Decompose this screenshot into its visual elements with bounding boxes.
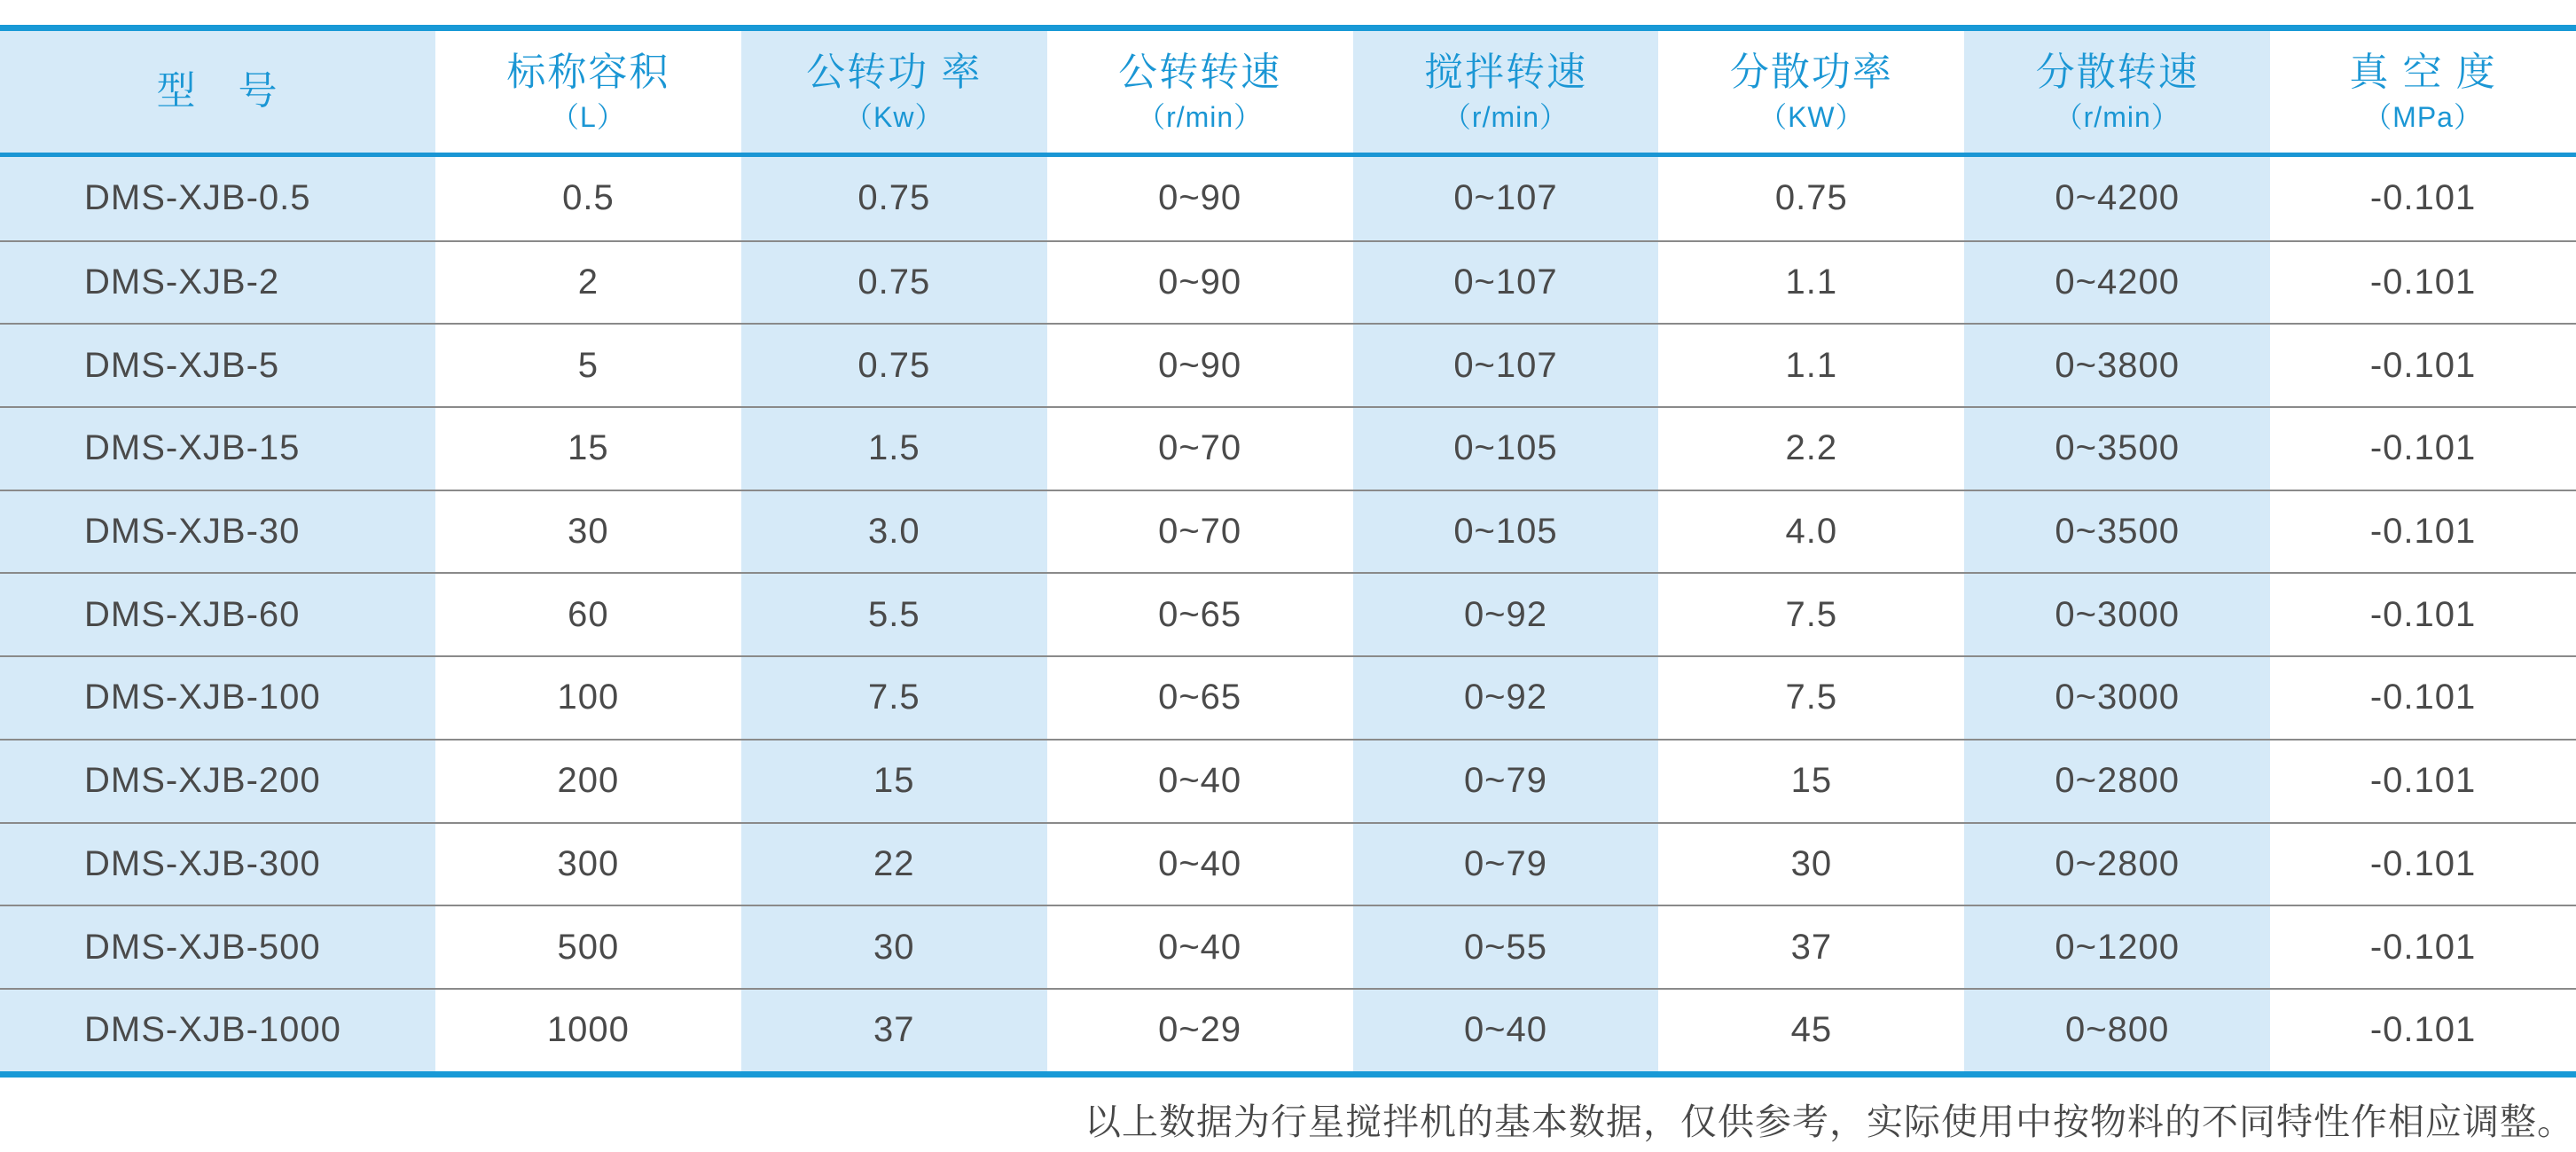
value-cell: 15 xyxy=(435,408,741,490)
value-cell: 2.2 xyxy=(1658,408,1964,490)
table-row xyxy=(0,822,2576,905)
column-title: 分散功率 xyxy=(1729,50,1893,94)
model-cell: DMS-XJB-2 xyxy=(0,242,435,324)
value-cell: 0~90 xyxy=(1047,242,1353,324)
table-row xyxy=(0,490,2576,573)
table-row xyxy=(0,572,2576,655)
value-cell: 30 xyxy=(741,906,1047,988)
table-row xyxy=(0,157,2576,240)
value-cell: 0~92 xyxy=(1353,574,1659,655)
value-cell: 30 xyxy=(435,491,741,573)
table-row xyxy=(0,406,2576,490)
value-cell: 0~65 xyxy=(1047,574,1353,655)
value-cell: 0~2800 xyxy=(1964,741,2270,822)
value-cell: 200 xyxy=(435,741,741,822)
column-unit: （MPa） xyxy=(2363,101,2483,134)
table-row xyxy=(0,655,2576,739)
column-header-0 xyxy=(0,31,435,153)
value-cell: 0~65 xyxy=(1047,657,1353,739)
value-cell: -0.101 xyxy=(2270,574,2576,655)
value-cell: 0~55 xyxy=(1353,906,1659,988)
value-cell: 2 xyxy=(435,242,741,324)
value-cell: 0~105 xyxy=(1353,491,1659,573)
value-cell: 7.5 xyxy=(1658,657,1964,739)
value-cell: 3.0 xyxy=(741,491,1047,573)
column-title: 标称容积 xyxy=(506,50,670,94)
model-cell: DMS-XJB-15 xyxy=(0,408,435,490)
model-cell: DMS-XJB-300 xyxy=(0,824,435,905)
column-title: 分散转速 xyxy=(2035,50,2199,94)
value-cell: 0~79 xyxy=(1353,824,1659,905)
column-header-1 xyxy=(435,31,741,153)
value-cell: 0.75 xyxy=(741,242,1047,324)
column-title: 真 空 度 xyxy=(2349,50,2497,94)
value-cell: 45 xyxy=(1658,990,1964,1071)
column-title: 搅拌转速 xyxy=(1423,50,1587,94)
value-cell: 0~3000 xyxy=(1964,657,2270,739)
column-title: 公转功 率 xyxy=(806,50,983,94)
value-cell: -0.101 xyxy=(2270,491,2576,573)
value-cell: 0~3000 xyxy=(1964,574,2270,655)
value-cell: 5.5 xyxy=(741,574,1047,655)
table-row xyxy=(0,905,2576,988)
value-cell: 0~800 xyxy=(1964,990,2270,1071)
value-cell: 0~107 xyxy=(1353,325,1659,406)
value-cell: 15 xyxy=(1658,741,1964,822)
value-cell: 60 xyxy=(435,574,741,655)
value-cell: 0~107 xyxy=(1353,157,1659,240)
value-cell: -0.101 xyxy=(2270,741,2576,822)
model-cell: DMS-XJB-60 xyxy=(0,574,435,655)
value-cell: 1.1 xyxy=(1658,325,1964,406)
value-cell: 300 xyxy=(435,824,741,905)
value-cell: 0~105 xyxy=(1353,408,1659,490)
value-cell: 37 xyxy=(1658,906,1964,988)
column-title: 型 号 xyxy=(156,69,279,114)
value-cell: -0.101 xyxy=(2270,990,2576,1071)
value-cell: 4.0 xyxy=(1658,491,1964,573)
model-cell: DMS-XJB-1000 xyxy=(0,990,435,1071)
value-cell: 0~3800 xyxy=(1964,325,2270,406)
value-cell: 100 xyxy=(435,657,741,739)
column-title: 公转转速 xyxy=(1118,50,1282,94)
value-cell: -0.101 xyxy=(2270,408,2576,490)
column-header-3 xyxy=(1047,31,1353,153)
model-cell: DMS-XJB-5 xyxy=(0,325,435,406)
value-cell: 0.75 xyxy=(1658,157,1964,240)
value-cell: 0~40 xyxy=(1047,824,1353,905)
column-header-2 xyxy=(741,31,1047,153)
value-cell: 500 xyxy=(435,906,741,988)
model-cell: DMS-XJB-0.5 xyxy=(0,157,435,240)
value-cell: 0~29 xyxy=(1047,990,1353,1071)
column-unit: （r/min） xyxy=(2054,101,2181,134)
value-cell: 22 xyxy=(741,824,1047,905)
value-cell: 0~2800 xyxy=(1964,824,2270,905)
value-cell: 7.5 xyxy=(1658,574,1964,655)
value-cell: 0~4200 xyxy=(1964,242,2270,324)
value-cell: -0.101 xyxy=(2270,157,2576,240)
spec-table xyxy=(0,25,2576,1078)
value-cell: 7.5 xyxy=(741,657,1047,739)
column-header-4 xyxy=(1353,31,1659,153)
value-cell: 15 xyxy=(741,741,1047,822)
value-cell: 0~70 xyxy=(1047,491,1353,573)
value-cell: -0.101 xyxy=(2270,657,2576,739)
value-cell: 0~40 xyxy=(1353,990,1659,1071)
value-cell: 0~79 xyxy=(1353,741,1659,822)
column-unit: （L） xyxy=(551,101,626,134)
value-cell: 0~3500 xyxy=(1964,491,2270,573)
value-cell: 37 xyxy=(741,990,1047,1071)
value-cell: 30 xyxy=(1658,824,1964,905)
model-cell: DMS-XJB-200 xyxy=(0,741,435,822)
model-cell: DMS-XJB-500 xyxy=(0,906,435,988)
column-unit: （Kw） xyxy=(844,101,944,134)
value-cell: 0~70 xyxy=(1047,408,1353,490)
model-cell: DMS-XJB-30 xyxy=(0,491,435,573)
value-cell: 0~3500 xyxy=(1964,408,2270,490)
column-header-5 xyxy=(1658,31,1964,153)
value-cell: 1.1 xyxy=(1658,242,1964,324)
value-cell: 0~90 xyxy=(1047,325,1353,406)
value-cell: 0~92 xyxy=(1353,657,1659,739)
table-row xyxy=(0,240,2576,324)
value-cell: 0.5 xyxy=(435,157,741,240)
value-cell: -0.101 xyxy=(2270,242,2576,324)
table-body xyxy=(0,157,2576,1071)
value-cell: 0~40 xyxy=(1047,741,1353,822)
column-unit: （r/min） xyxy=(1442,101,1570,134)
table-row xyxy=(0,739,2576,822)
value-cell: 0.75 xyxy=(741,157,1047,240)
table-header-row xyxy=(0,31,2576,157)
value-cell: 0~1200 xyxy=(1964,906,2270,988)
model-cell: DMS-XJB-100 xyxy=(0,657,435,739)
value-cell: 0.75 xyxy=(741,325,1047,406)
column-unit: （KW） xyxy=(1758,101,1865,134)
value-cell: -0.101 xyxy=(2270,824,2576,905)
value-cell: 1.5 xyxy=(741,408,1047,490)
column-header-6 xyxy=(1964,31,2270,153)
table-row xyxy=(0,323,2576,406)
column-unit: （r/min） xyxy=(1137,101,1264,134)
value-cell: -0.101 xyxy=(2270,325,2576,406)
value-cell: 0~4200 xyxy=(1964,157,2270,240)
value-cell: 0~107 xyxy=(1353,242,1659,324)
value-cell: -0.101 xyxy=(2270,906,2576,988)
value-cell: 0~40 xyxy=(1047,906,1353,988)
table-row xyxy=(0,988,2576,1071)
value-cell: 5 xyxy=(435,325,741,406)
column-header-7 xyxy=(2270,31,2576,153)
table-footnote: 以上数据为行星搅拌机的基本数据，仅供参考，实际使用中按物料的不同特性作相应调整。 xyxy=(1084,1101,2574,1142)
value-cell: 0~90 xyxy=(1047,157,1353,240)
value-cell: 1000 xyxy=(435,990,741,1071)
